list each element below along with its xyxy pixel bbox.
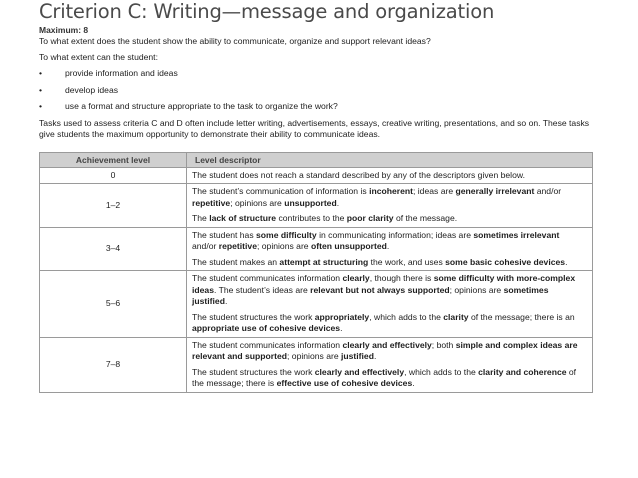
- descriptor-text: The: [192, 213, 210, 223]
- descriptor-text: The student structures the work: [192, 366, 315, 377]
- descriptor-text: and/or: [192, 241, 219, 251]
- achievement-level-cell: 7–8: [40, 337, 187, 392]
- descriptor-text: of the message; there is: [192, 366, 577, 388]
- table-header-row: [40, 152, 593, 167]
- level-descriptor-cell: [187, 337, 593, 392]
- descriptor-paragraph: [192, 186, 586, 209]
- achievement-level-cell: 5–6: [40, 271, 187, 338]
- maximum-score: Maximum: 8: [39, 25, 89, 35]
- descriptor-key-phrase: poor clarity: [346, 213, 394, 223]
- descriptor-text: ; both: [431, 339, 456, 350]
- descriptor-key-phrase: some basic cohesive devices: [445, 256, 566, 267]
- descriptor-paragraph: [192, 340, 586, 363]
- descriptor-key-phrase: generally irrelevant: [455, 186, 535, 196]
- list-item: • use a format and structure appropriate to the task to organize the work?: [39, 101, 338, 111]
- descriptor-key-phrase: clearly and effectively: [314, 366, 405, 377]
- table-row: [40, 337, 593, 392]
- descriptor-key-phrase: appropriate use of cohesive devices: [192, 323, 341, 333]
- objectives-list: [39, 68, 599, 113]
- descriptor-text: the work, and uses: [368, 256, 446, 267]
- descriptor-text: .: [565, 256, 568, 267]
- descriptor-text: The student makes an: [192, 256, 280, 267]
- list-item: • provide information and ideas: [39, 68, 178, 78]
- descriptor-paragraph: [192, 230, 586, 253]
- descriptor-text: of the message.: [393, 213, 458, 223]
- descriptor-key-phrase: sometimes irrelevant: [473, 229, 560, 240]
- descriptor-text: contributes to the: [276, 213, 347, 223]
- descriptor-key-phrase: effective use of cohesive devices: [276, 378, 413, 388]
- descriptor-paragraph: [192, 367, 586, 390]
- descriptor-key-phrase: some difficulty: [256, 229, 317, 240]
- descriptor-text: The student structures the work: [192, 311, 315, 322]
- descriptor-text: ; opinions are: [230, 197, 285, 208]
- descriptor-text: ; opinions are: [256, 241, 311, 251]
- descriptor-text: The student does not reach a standard described by any of the descriptors given below.: [192, 169, 525, 180]
- descriptor-key-phrase: some difficulty with more-complex ideas: [192, 273, 576, 295]
- descriptor-paragraph: [192, 257, 586, 269]
- descriptor-text: in communicating information; ideas are: [316, 229, 474, 240]
- descriptor-text: .: [340, 323, 343, 333]
- tasks-paragraph: Tasks used to assess criteria C and D often include letter writing, advertisements, essays, creative writing, presentations, and so on. These tasks give students the maximum opportunity to demonstrate their ability to communicate ideas.: [39, 117, 590, 139]
- descriptor-text: The student communicates information: [192, 273, 343, 283]
- header-achievement-level: Achievement level: [40, 152, 187, 167]
- achievement-level-cell: 0: [40, 167, 187, 184]
- descriptor-key-phrase: incoherent: [369, 186, 413, 196]
- descriptor-key-phrase: relevant but not always supported: [310, 284, 450, 295]
- table-row: [40, 184, 593, 228]
- achievement-level-cell: 3–4: [40, 227, 187, 271]
- descriptor-key-phrase: sometimes justified: [192, 284, 549, 306]
- descriptor-text: .: [373, 351, 377, 361]
- descriptor-text: , which adds to the: [404, 366, 479, 377]
- descriptor-text: ; opinions are: [449, 284, 504, 295]
- level-descriptor-cell: [187, 271, 593, 338]
- descriptor-text: of the message; there is an: [468, 311, 575, 322]
- descriptor-text: and/or: [534, 186, 562, 196]
- descriptor-paragraph: [192, 273, 586, 308]
- descriptor-paragraph: [192, 170, 586, 182]
- descriptor-text: The student has: [192, 229, 257, 240]
- descriptor-key-phrase: justified: [341, 351, 374, 361]
- descriptor-key-phrase: repetitive: [218, 241, 257, 251]
- descriptor-key-phrase: often unsupported: [310, 241, 387, 251]
- descriptor-text: The student communicates information: [192, 339, 343, 350]
- rubric-table: [39, 152, 593, 393]
- descriptor-key-phrase: clearly: [342, 273, 370, 283]
- table-row: [40, 227, 593, 271]
- descriptor-text: , which adds to the: [369, 311, 444, 322]
- page-title: Criterion C: Writing—message and organization: [39, 0, 495, 23]
- bullet-icon: •: [39, 84, 43, 95]
- header-level-descriptor: Level descriptor: [187, 152, 593, 167]
- criterion-page: [39, 0, 599, 393]
- descriptor-key-phrase: simple and complex ideas are relevant and supported: [192, 339, 578, 361]
- descriptor-key-phrase: clearly and effectively: [342, 339, 432, 350]
- descriptor-text: .: [386, 241, 390, 251]
- table-row: [40, 167, 593, 184]
- descriptor-text: ; opinions are: [287, 351, 342, 361]
- descriptor-key-phrase: attempt at structuring: [279, 256, 369, 267]
- descriptor-text: , though there is: [369, 273, 434, 283]
- achievement-level-cell: 1–2: [40, 184, 187, 228]
- descriptor-text: .: [224, 296, 228, 306]
- bullet-icon: •: [39, 68, 43, 78]
- descriptor-text: . The student’s ideas are: [213, 284, 311, 295]
- level-descriptor-cell: [187, 227, 593, 271]
- descriptor-paragraph: [192, 213, 586, 225]
- descriptor-paragraph: [192, 312, 586, 335]
- guiding-question: To what extent does the student show the ability to communicate, organize and support relevant ideas?: [39, 36, 431, 46]
- descriptor-key-phrase: clarity: [443, 311, 469, 322]
- descriptor-text: .: [336, 197, 340, 208]
- bullet-icon: •: [39, 101, 43, 111]
- descriptor-key-phrase: repetitive: [192, 197, 231, 208]
- descriptor-key-phrase: clarity and coherence: [478, 366, 567, 377]
- list-item: • develop ideas: [39, 84, 119, 95]
- table-row: [40, 271, 593, 338]
- level-descriptor-cell: [187, 167, 593, 184]
- level-descriptor-cell: [187, 184, 593, 228]
- lead-in-text: To what extent can the student:: [39, 51, 158, 62]
- descriptor-text: The student’s communication of information is: [192, 186, 370, 196]
- descriptor-key-phrase: unsupported: [284, 197, 337, 208]
- rubric-body: [40, 167, 593, 392]
- descriptor-text: ; ideas are: [413, 186, 456, 196]
- descriptor-key-phrase: appropriately: [314, 311, 370, 322]
- descriptor-key-phrase: lack of structure: [209, 213, 277, 223]
- descriptor-text: .: [412, 378, 415, 388]
